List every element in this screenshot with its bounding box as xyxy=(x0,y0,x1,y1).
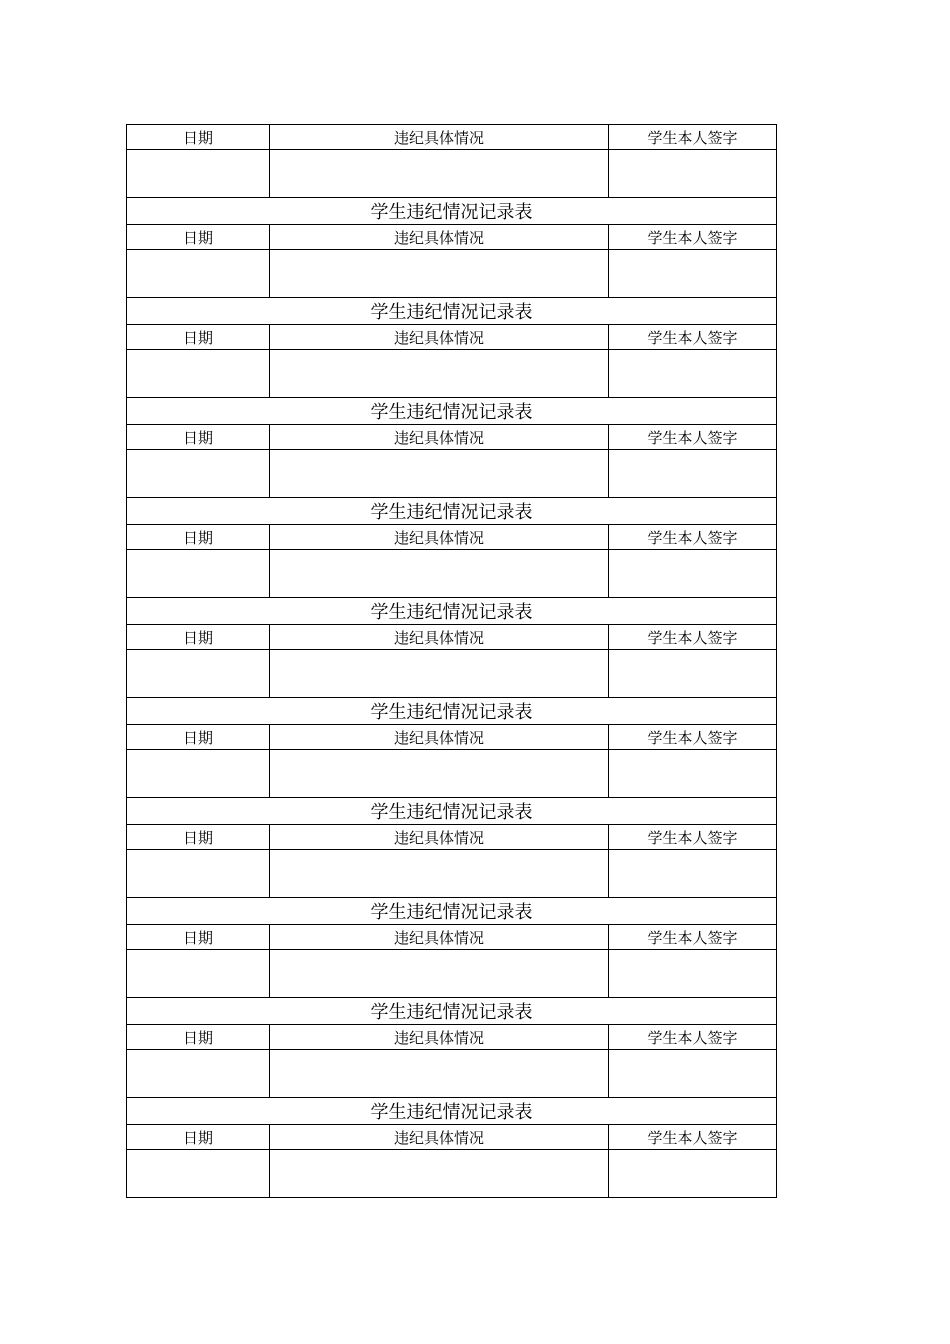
details-column-header: 违纪具体情况 xyxy=(270,325,609,350)
table-row xyxy=(127,750,777,798)
details-entry-cell[interactable] xyxy=(270,450,609,498)
details-column-header: 违纪具体情况 xyxy=(270,425,609,450)
details-entry-cell[interactable] xyxy=(270,650,609,698)
table-title-row xyxy=(127,298,777,325)
signature-entry-cell[interactable] xyxy=(609,250,777,298)
details-entry-cell[interactable] xyxy=(270,550,609,598)
table-header-row xyxy=(127,1125,777,1150)
table-title: 学生违纪情况记录表 xyxy=(127,998,777,1025)
details-column-header: 违纪具体情况 xyxy=(270,225,609,250)
details-column-header: 违纪具体情况 xyxy=(270,1125,609,1150)
table-title: 学生违纪情况记录表 xyxy=(127,898,777,925)
date-entry-cell[interactable] xyxy=(127,850,270,898)
table-row xyxy=(127,250,777,298)
table-row xyxy=(127,650,777,698)
table-title-row xyxy=(127,498,777,525)
table-header-row xyxy=(127,525,777,550)
signature-column-header: 学生本人签字 xyxy=(609,725,777,750)
signature-column-header: 学生本人签字 xyxy=(609,525,777,550)
signature-column-header: 学生本人签字 xyxy=(609,225,777,250)
table-header-row xyxy=(127,125,777,150)
signature-entry-cell[interactable] xyxy=(609,1150,777,1198)
table-title-row xyxy=(127,798,777,825)
signature-column-header: 学生本人签字 xyxy=(609,325,777,350)
signature-column-header: 学生本人签字 xyxy=(609,1025,777,1050)
table-title: 学生违纪情况记录表 xyxy=(127,198,777,225)
date-entry-cell[interactable] xyxy=(127,350,270,398)
table-title: 学生违纪情况记录表 xyxy=(127,498,777,525)
details-column-header: 违纪具体情况 xyxy=(270,825,609,850)
signature-entry-cell[interactable] xyxy=(609,750,777,798)
details-column-header: 违纪具体情况 xyxy=(270,125,609,150)
table-title-row xyxy=(127,1098,777,1125)
details-entry-cell[interactable] xyxy=(270,250,609,298)
table-header-row xyxy=(127,925,777,950)
table-header-row xyxy=(127,825,777,850)
signature-column-header: 学生本人签字 xyxy=(609,925,777,950)
signature-entry-cell[interactable] xyxy=(609,850,777,898)
signature-entry-cell[interactable] xyxy=(609,1050,777,1098)
date-entry-cell[interactable] xyxy=(127,950,270,998)
date-column-header: 日期 xyxy=(127,425,270,450)
signature-column-header: 学生本人签字 xyxy=(609,625,777,650)
table-row xyxy=(127,350,777,398)
table-row xyxy=(127,150,777,198)
date-entry-cell[interactable] xyxy=(127,450,270,498)
details-entry-cell[interactable] xyxy=(270,850,609,898)
table-row xyxy=(127,950,777,998)
date-entry-cell[interactable] xyxy=(127,750,270,798)
date-column-header: 日期 xyxy=(127,925,270,950)
table-header-row xyxy=(127,725,777,750)
table-row xyxy=(127,1150,777,1198)
table-title-row xyxy=(127,898,777,925)
violation-record-table-body xyxy=(127,125,777,1198)
date-column-header: 日期 xyxy=(127,525,270,550)
table-row xyxy=(127,550,777,598)
date-column-header: 日期 xyxy=(127,325,270,350)
date-entry-cell[interactable] xyxy=(127,150,270,198)
table-title-row xyxy=(127,198,777,225)
details-column-header: 违纪具体情况 xyxy=(270,925,609,950)
details-entry-cell[interactable] xyxy=(270,1050,609,1098)
table-title-row xyxy=(127,598,777,625)
table-title: 学生违纪情况记录表 xyxy=(127,398,777,425)
table-header-row xyxy=(127,225,777,250)
date-column-header: 日期 xyxy=(127,625,270,650)
date-column-header: 日期 xyxy=(127,225,270,250)
date-column-header: 日期 xyxy=(127,725,270,750)
signature-column-header: 学生本人签字 xyxy=(609,1125,777,1150)
date-entry-cell[interactable] xyxy=(127,550,270,598)
table-row xyxy=(127,450,777,498)
signature-column-header: 学生本人签字 xyxy=(609,825,777,850)
table-row xyxy=(127,850,777,898)
details-entry-cell[interactable] xyxy=(270,150,609,198)
details-entry-cell[interactable] xyxy=(270,750,609,798)
signature-column-header: 学生本人签字 xyxy=(609,425,777,450)
signature-entry-cell[interactable] xyxy=(609,150,777,198)
table-row xyxy=(127,1050,777,1098)
date-entry-cell[interactable] xyxy=(127,250,270,298)
signature-entry-cell[interactable] xyxy=(609,550,777,598)
details-entry-cell[interactable] xyxy=(270,950,609,998)
signature-entry-cell[interactable] xyxy=(609,650,777,698)
details-column-header: 违纪具体情况 xyxy=(270,625,609,650)
date-column-header: 日期 xyxy=(127,1025,270,1050)
date-entry-cell[interactable] xyxy=(127,1150,270,1198)
table-header-row xyxy=(127,625,777,650)
date-column-header: 日期 xyxy=(127,825,270,850)
table-title: 学生违纪情况记录表 xyxy=(127,598,777,625)
date-entry-cell[interactable] xyxy=(127,650,270,698)
table-title: 学生违纪情况记录表 xyxy=(127,798,777,825)
table-title: 学生违纪情况记录表 xyxy=(127,1098,777,1125)
date-column-header: 日期 xyxy=(127,1125,270,1150)
date-column-header: 日期 xyxy=(127,125,270,150)
signature-entry-cell[interactable] xyxy=(609,350,777,398)
table-title-row xyxy=(127,998,777,1025)
table-header-row xyxy=(127,325,777,350)
table-title: 学生违纪情况记录表 xyxy=(127,298,777,325)
table-header-row xyxy=(127,1025,777,1050)
date-entry-cell[interactable] xyxy=(127,1050,270,1098)
details-entry-cell[interactable] xyxy=(270,1150,609,1198)
signature-entry-cell[interactable] xyxy=(609,950,777,998)
signature-entry-cell[interactable] xyxy=(609,450,777,498)
violation-record-table xyxy=(126,124,777,1198)
signature-column-header: 学生本人签字 xyxy=(609,125,777,150)
details-entry-cell[interactable] xyxy=(270,350,609,398)
details-column-header: 违纪具体情况 xyxy=(270,525,609,550)
details-column-header: 违纪具体情况 xyxy=(270,1025,609,1050)
details-column-header: 违纪具体情况 xyxy=(270,725,609,750)
table-title-row xyxy=(127,398,777,425)
table-header-row xyxy=(127,425,777,450)
table-title: 学生违纪情况记录表 xyxy=(127,698,777,725)
table-title-row xyxy=(127,698,777,725)
